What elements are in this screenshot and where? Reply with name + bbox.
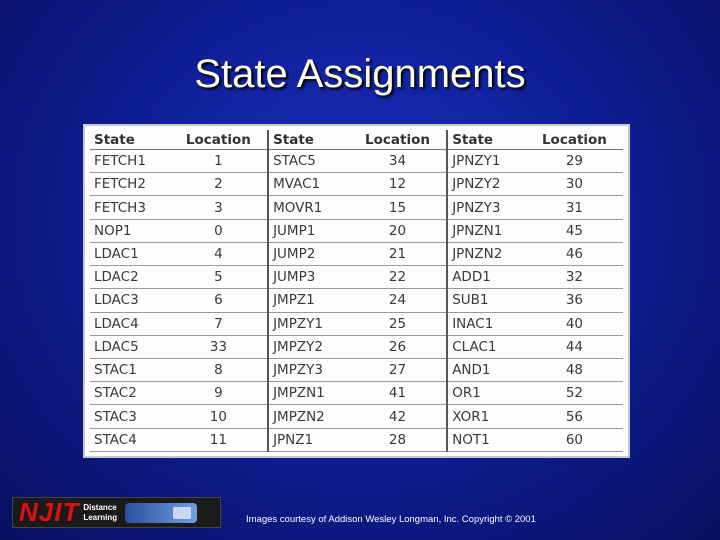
table-row (90, 335, 623, 358)
table-row (90, 266, 623, 289)
state-cell: INAC1 (447, 312, 526, 335)
state-cell: LDAC5 (90, 335, 170, 358)
state-cell: JMPZN1 (268, 382, 349, 405)
state-cell: NOP1 (90, 219, 170, 242)
header-state-1: State (90, 130, 170, 150)
state-cell: FETCH3 (90, 196, 170, 219)
logo-njit-text: NJIT (19, 497, 80, 527)
location-cell: 45 (526, 219, 623, 242)
location-cell: 0 (170, 219, 268, 242)
location-cell: 44 (526, 335, 623, 358)
location-cell: 29 (526, 150, 623, 173)
location-cell: 42 (349, 405, 447, 428)
location-cell: 24 (349, 289, 447, 312)
state-cell: JMPZY1 (268, 312, 349, 335)
header-state-2: State (268, 130, 349, 150)
state-cell: NOT1 (447, 428, 526, 451)
location-cell: 7 (170, 312, 268, 335)
header-location-2: Location (349, 130, 447, 150)
location-cell: 26 (349, 335, 447, 358)
state-cell: STAC1 (90, 358, 170, 381)
location-cell: 30 (526, 173, 623, 196)
table-row (90, 382, 623, 405)
location-cell: 20 (349, 219, 447, 242)
table-row (90, 405, 623, 428)
header-state-3: State (447, 130, 526, 150)
state-cell: JPNZN2 (447, 242, 526, 265)
state-cell: FETCH1 (90, 150, 170, 173)
location-cell: 52 (526, 382, 623, 405)
state-cell: MOVR1 (268, 196, 349, 219)
state-cell: STAC4 (90, 428, 170, 451)
state-cell: JPNZN1 (447, 219, 526, 242)
state-cell: FETCH2 (90, 173, 170, 196)
table-row (90, 219, 623, 242)
state-cell: STAC5 (268, 150, 349, 173)
state-cell: JPNZY3 (447, 196, 526, 219)
table-row (90, 358, 623, 381)
copyright-credit: Images courtesy of Addison Wesley Longman, Inc. Copyright © 2001 (246, 514, 536, 525)
slide-title: State Assignments (194, 52, 526, 96)
location-cell: 4 (170, 242, 268, 265)
state-cell: SUB1 (447, 289, 526, 312)
table-row (90, 312, 623, 335)
location-cell: 6 (170, 289, 268, 312)
state-cell: JPNZ1 (268, 428, 349, 451)
location-cell: 9 (170, 382, 268, 405)
state-cell: CLAC1 (447, 335, 526, 358)
location-cell: 41 (349, 382, 447, 405)
state-cell: MVAC1 (268, 173, 349, 196)
table (90, 130, 623, 452)
table-row (90, 196, 623, 219)
location-cell: 12 (349, 173, 447, 196)
state-cell: JPNZY2 (447, 173, 526, 196)
location-cell: 25 (349, 312, 447, 335)
table-row (90, 242, 623, 265)
state-cell: JMPZ1 (268, 289, 349, 312)
table-row (90, 428, 623, 451)
state-cell: OR1 (447, 382, 526, 405)
location-cell: 33 (170, 335, 268, 358)
table-row (90, 150, 623, 173)
state-cell: STAC2 (90, 382, 170, 405)
table-row (90, 289, 623, 312)
table-row (90, 173, 623, 196)
location-cell: 15 (349, 196, 447, 219)
state-cell: AND1 (447, 358, 526, 381)
location-cell: 5 (170, 266, 268, 289)
location-cell: 2 (170, 173, 268, 196)
logo-subtitle (83, 503, 117, 523)
state-cell: JMPZY2 (268, 335, 349, 358)
location-cell: 21 (349, 242, 447, 265)
logo-graphic-icon (125, 503, 197, 523)
location-cell: 36 (526, 289, 623, 312)
location-cell: 28 (349, 428, 447, 451)
location-cell: 27 (349, 358, 447, 381)
logo-subtitle-line1: Distance (83, 502, 117, 512)
state-cell: JUMP3 (268, 266, 349, 289)
table-body (90, 150, 623, 452)
state-cell: LDAC1 (90, 242, 170, 265)
location-cell: 48 (526, 358, 623, 381)
location-cell: 32 (526, 266, 623, 289)
state-cell: JUMP2 (268, 242, 349, 265)
location-cell: 8 (170, 358, 268, 381)
location-cell: 56 (526, 405, 623, 428)
state-cell: LDAC4 (90, 312, 170, 335)
state-cell: JMPZY3 (268, 358, 349, 381)
state-cell: LDAC3 (90, 289, 170, 312)
state-cell: ADD1 (447, 266, 526, 289)
state-cell: JPNZY1 (447, 150, 526, 173)
location-cell: 22 (349, 266, 447, 289)
state-cell: XOR1 (447, 405, 526, 428)
state-cell: JMPZN2 (268, 405, 349, 428)
location-cell: 1 (170, 150, 268, 173)
logo-subtitle-line2: Learning (83, 512, 118, 522)
location-cell: 46 (526, 242, 623, 265)
location-cell: 3 (170, 196, 268, 219)
table-header-row (90, 130, 623, 150)
location-cell: 40 (526, 312, 623, 335)
location-cell: 10 (170, 405, 268, 428)
state-cell: STAC3 (90, 405, 170, 428)
location-cell: 34 (349, 150, 447, 173)
header-location-1: Location (170, 130, 268, 150)
state-cell: LDAC2 (90, 266, 170, 289)
location-cell: 11 (170, 428, 268, 451)
header-location-3: Location (526, 130, 623, 150)
state-assignment-table (83, 124, 630, 458)
location-cell: 31 (526, 196, 623, 219)
njit-distance-learning-logo (12, 497, 221, 528)
state-cell: JUMP1 (268, 219, 349, 242)
location-cell: 60 (526, 428, 623, 451)
